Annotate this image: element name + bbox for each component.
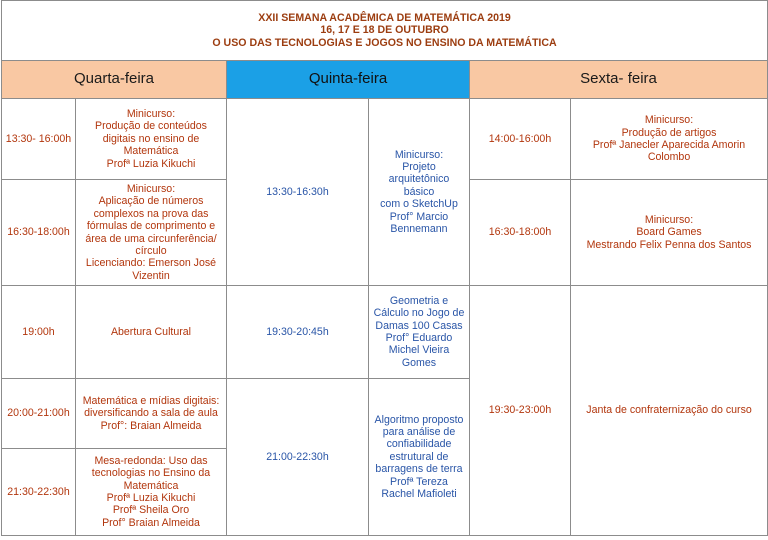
text-line: tecnologias no Ensino da	[91, 467, 211, 480]
text-line: Vizentin	[132, 269, 170, 282]
page-title	[2, 1, 768, 61]
text-line: Prof° Eduardo	[385, 332, 453, 344]
text-line: estrutural de	[389, 450, 449, 463]
text-line: Colombo	[647, 151, 691, 164]
text-line: Janta de confraternização do curso	[586, 404, 752, 417]
table-row	[2, 99, 768, 180]
text-line: fórmulas de comprimento e	[86, 220, 216, 233]
title-line-2: 16, 17 E 18 DE OUTUBRO	[320, 24, 449, 37]
quarta-time-5: 21:30-22:30h	[2, 449, 76, 536]
text-line: Aplicação de números	[98, 195, 204, 208]
schedule-sheet	[1, 0, 767, 536]
quarta-activity-5	[76, 449, 227, 536]
text-line: Mesa-redonda: Uso das	[94, 454, 208, 467]
text-line: Gomes	[401, 356, 437, 369]
text-line: Minicurso:	[644, 213, 694, 226]
title-row	[2, 1, 768, 61]
quinta-time-1: 13:30-16:30h	[227, 99, 369, 286]
quarta-time-2: 16:30-18:00h	[2, 180, 76, 286]
text-line: Profª Luzia Kikuchi	[106, 492, 196, 504]
text-line: Profª Tereza	[390, 475, 448, 488]
text-line: Prof° Marcio	[389, 210, 449, 223]
text-line: Abertura Cultural	[110, 325, 192, 338]
text-line: Profª Janecler Aparecida Amorin	[592, 139, 746, 151]
quarta-time-3: 19:00h	[2, 286, 76, 379]
text-line: Profª Sheila Oro	[112, 504, 190, 517]
text-line: Produção de artigos	[621, 126, 717, 139]
text-line: Licenciando: Emerson José	[85, 257, 217, 270]
quarta-time-4: 20:00-21:00h	[2, 379, 76, 449]
title-line-3: O USO DAS TECNOLOGIAS E JOGOS NO ENSINO DA MATEMÁTICA	[212, 36, 557, 49]
text-line: Matemática	[123, 479, 179, 492]
schedule-table	[1, 0, 768, 536]
day-header-sexta: Sexta- feira	[470, 61, 768, 99]
text-line: arquitetônico básico	[388, 173, 450, 198]
text-line: Minicurso:	[644, 114, 694, 127]
quarta-activity-4	[76, 379, 227, 449]
text-line: com o SketchUp	[380, 198, 458, 211]
sexta-activity-3	[571, 286, 768, 536]
quarta-time-1: 13:30- 16:00h	[2, 99, 76, 180]
text-line: complexos na prova das	[93, 207, 209, 220]
text-line: Rachel Mafioleti	[381, 488, 457, 501]
day-header-quarta: Quarta-feira	[2, 61, 227, 99]
text-line: confiabilidade	[386, 438, 452, 451]
sexta-time-3: 19:30-23:00h	[470, 286, 571, 536]
text-line: área de uma circunferência/	[85, 232, 217, 245]
text-line: Minicurso:	[126, 182, 176, 195]
quarta-activity-1	[76, 99, 227, 180]
day-header-quinta: Quinta-feira	[227, 61, 470, 99]
text-line: Minicurso:	[126, 107, 176, 120]
text-line: digitais no ensino de	[102, 132, 200, 145]
text-line: Matemática	[123, 145, 179, 158]
text-line: Damas 100 Casas	[375, 319, 463, 332]
quinta-time-3: 21:00-22:30h	[227, 379, 369, 536]
day-header-row	[2, 61, 768, 99]
text-line: Board Games	[636, 226, 702, 239]
text-line: Produção de conteúdos	[95, 120, 207, 133]
text-line: Prof° Braian Almeida	[102, 516, 200, 529]
quarta-activity-3	[76, 286, 227, 379]
text-line: Mestrando Felix Penna dos Santos	[586, 238, 752, 251]
sexta-activity-2	[571, 180, 768, 286]
text-line: Matemática e mídias digitais:	[82, 394, 220, 407]
text-line: Michel Vieira	[388, 344, 450, 357]
text-line: Projeto	[402, 160, 436, 173]
text-line: para análise de	[382, 425, 456, 438]
sexta-activity-1	[571, 99, 768, 180]
table-row	[2, 286, 768, 379]
text-line: Profª Luzia Kikuchi	[106, 157, 196, 170]
text-line: Prof°: Braian Almeida	[100, 419, 202, 432]
quinta-activity-3	[369, 379, 470, 536]
text-line: círculo	[135, 244, 167, 257]
text-line: Minicurso:	[394, 148, 444, 161]
title-line-1: XXII SEMANA ACADÊMICA DE MATEMÁTICA 2019	[258, 11, 511, 24]
text-line: diversificando a sala de aula	[84, 407, 218, 420]
text-line: Algoritmo proposto	[374, 413, 464, 426]
quinta-time-2: 19:30-20:45h	[227, 286, 369, 379]
quarta-activity-2	[76, 180, 227, 286]
sexta-time-1: 14:00-16:00h	[470, 99, 571, 180]
text-line: Geometria e	[389, 294, 449, 307]
text-line: Cálculo no Jogo de	[373, 307, 465, 320]
quinta-activity-2	[369, 286, 470, 379]
sexta-time-2: 16:30-18:00h	[470, 180, 571, 286]
text-line: Bennemann	[390, 223, 448, 236]
quinta-activity-1	[369, 99, 470, 286]
text-line: barragens de terra	[375, 463, 463, 476]
